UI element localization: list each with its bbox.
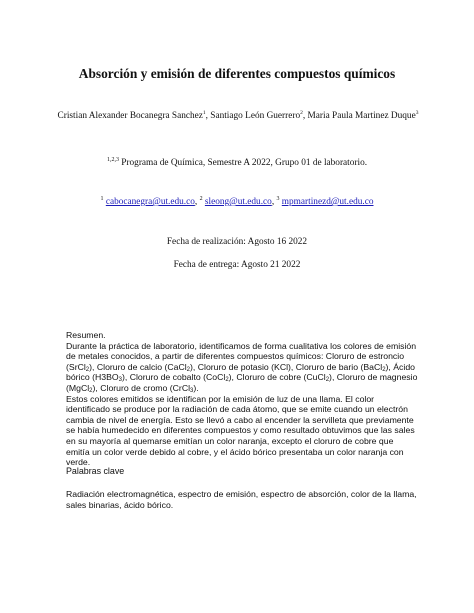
author-marker: 1 [202, 110, 206, 116]
abstract-paragraph: Estos colores emitidos se identifican por la emisión de luz de una llama. El color identificado se produce por la radiación de cada átomo, que se emite cuando un electrón cambia de nivel de energía. Esto se llevó a cabo al encender la servilleta que previamente se había humedecido en diferentes compuestos y como resultado obtuvimos que las sales en su mayoría al quemarse emitían un color naranja, excepto el cloruro de cobre que emitía un color verde debido al cobre, y el ácido bórico presentaba un color naranja con verde. [66, 393, 415, 468]
email-marker: 1 [100, 196, 104, 202]
affiliation-text: Programa de Química, Semestre A 2022, Grupo 01 de laboratorio. [118, 158, 368, 169]
author-list [52, 107, 424, 123]
keywords-text: Radiación electromagnética, espectro de emisión, espectro de absorción, color de la llama, sales binarias, ácido bórico. [66, 489, 417, 510]
keywords-heading: Palabras clave [66, 466, 125, 476]
email-list: $^1$ cabocanegra@ut.edu.co, $^2$ sleong@ut.edu.co, $^3$ mpmartinezd@ut.edu.co [100, 196, 374, 208]
author-separator: , [302, 111, 308, 122]
delivery-date: Fecha de entrega: Agosto 21 2022 [173, 260, 301, 270]
affiliation-markers: 1,2,3 [106, 157, 119, 163]
email-link[interactable]: mpmartinezd@ut.edu.co [281, 197, 374, 208]
author-marker: 3 [415, 110, 419, 116]
author-marker: 2 [300, 110, 303, 116]
realization-date: Fecha de realización: Agosto 16 2022 [166, 237, 308, 247]
author-name: Santiago León Guerrero [210, 111, 301, 122]
paper-title: Absorción y emisión de diferentes compuestos químicos [78, 66, 396, 81]
abstract-heading: Resumen. [66, 330, 106, 340]
email-marker: 2 [199, 196, 203, 202]
author-name: Cristian Alexander Bocanegra Sanchez [57, 111, 203, 122]
affiliation [0, 157, 474, 168]
abstract-paragraph: Durante la práctica de laboratorio, identificamos de forma cualitativa los colores de emisión de metales conocidos, a partir de diferentes compuestos químicos: Cloruro de estroncio (SrCl$_2$), Cloruro de calcio (CaCl$_2$), Cloruro de potasio (KCl), Cloruro de bario (BaCl$_2$), Ácido bórico $(H3BO_3)$, Cloruro de cobalto (CoCl$_2$), Cloruro de cobre (CuCl$_2$), Cloruro de magnesio (MgCl$_2$), Cloruro de cromo (CrCl$_3$). [66, 340, 418, 394]
email-marker: 3 [276, 196, 280, 202]
email-link[interactable]: sleong@ut.edu.co [204, 197, 272, 208]
email-link[interactable]: cabocanegra@ut.edu.co [105, 197, 195, 208]
abstract-section [66, 330, 418, 468]
author-name: Maria Paula Martinez Duque [307, 111, 416, 122]
author-separator: , [205, 111, 211, 122]
